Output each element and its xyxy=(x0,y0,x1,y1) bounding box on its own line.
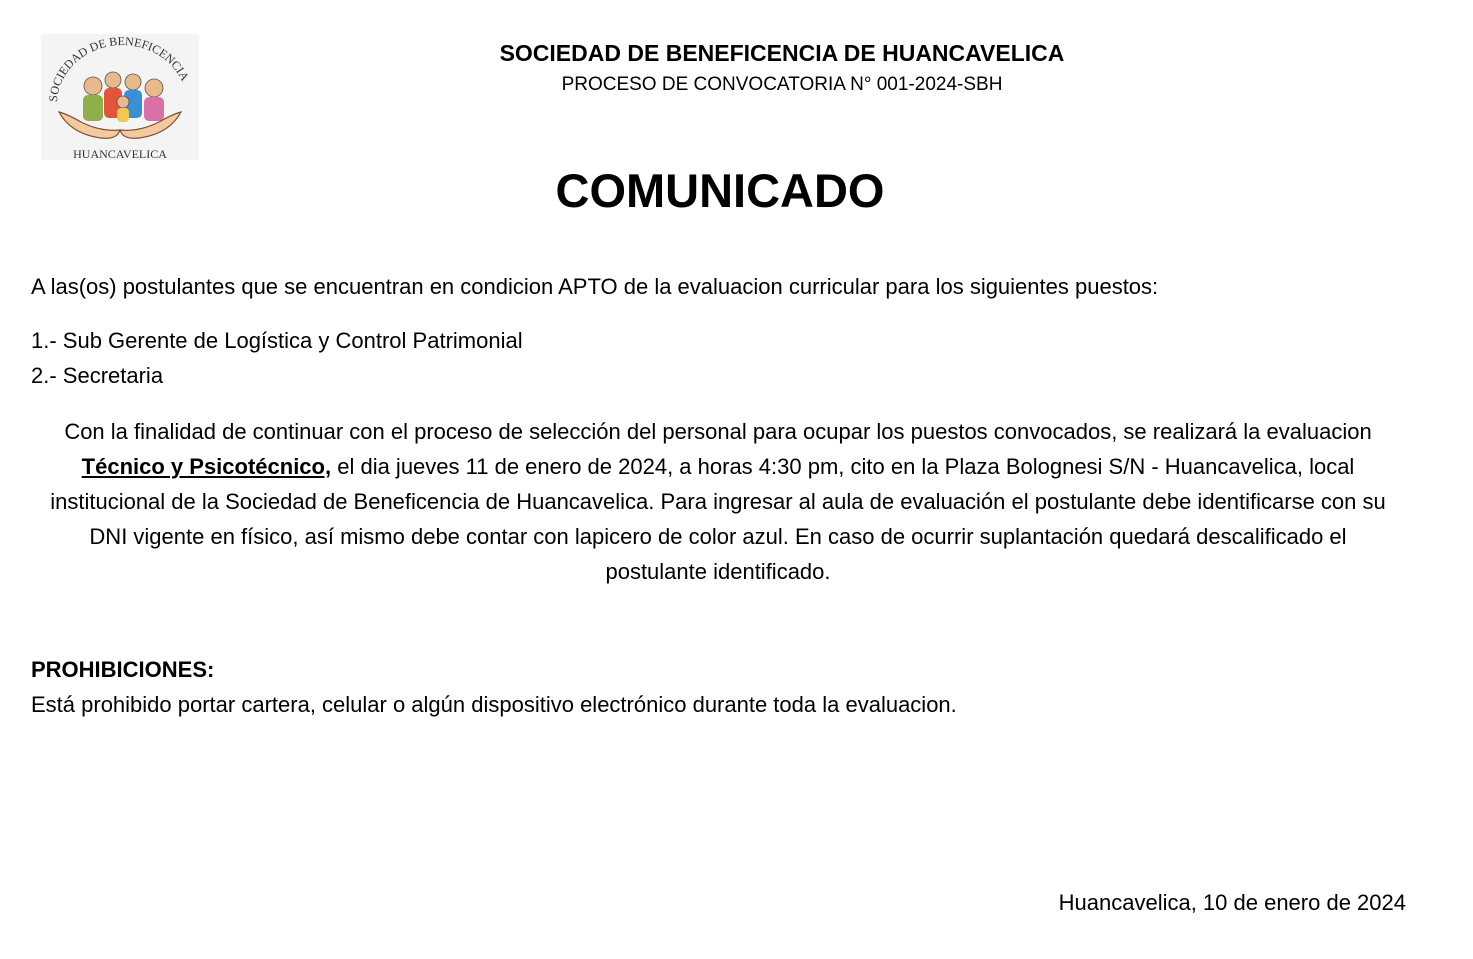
logo-bottom-text: HUANCAVELICA xyxy=(73,147,167,160)
body-paragraph xyxy=(40,414,1396,589)
organization-name: SOCIEDAD DE BENEFICENCIA DE HUANCAVELICA xyxy=(499,40,1065,66)
logo-graphic xyxy=(41,34,199,160)
process-number: PROCESO DE CONVOCATORIA N° 001-2024-SBH xyxy=(561,74,1003,95)
body-text-before: Con la finalidad de continuar con el proceso de selección del personal para ocupar los puestos convocados, se realizará la evaluacion xyxy=(64,419,1372,444)
list-item: 1.- Sub Gerente de Logística y Control Patrimonial xyxy=(31,328,523,353)
evaluation-type: Técnico y Psicotécnico, xyxy=(81,454,332,479)
positions-list xyxy=(31,323,1431,393)
intro-paragraph: A las(os) postulantes que se encuentran en condicion APTO de la evaluacion curricular para los siguientes puestos: xyxy=(31,274,1159,299)
prohibitions-text: Está prohibido portar cartera, celular o algún dispositivo electrónico durante toda la evaluacion. xyxy=(31,692,957,717)
logo-ring-text: SOCIEDAD DE BENEFICENCIA xyxy=(45,34,193,103)
beneficence-logo xyxy=(41,34,199,160)
prohibitions-title: PROHIBICIONES: xyxy=(31,657,215,682)
document-title: COMUNICADO xyxy=(555,164,885,217)
body-text-after: el dia jueves 11 de enero de 2024, a horas 4:30 pm, cito en la Plaza Bolognesi S/N - Huancavelica, local institucional de la Sociedad de Beneficencia de Huancavelica. Para ingresar al aula de evaluación el postulante debe identificarse con su DNI vigente en físico, así mismo debe contar con lapicero de color azul. En caso de ocurrir suplantación quedará descalificado el postulante identificado. xyxy=(50,454,1386,584)
list-item: 2.- Secretaria xyxy=(31,363,164,388)
issue-date: Huancavelica, 10 de enero de 2024 xyxy=(1058,890,1406,915)
